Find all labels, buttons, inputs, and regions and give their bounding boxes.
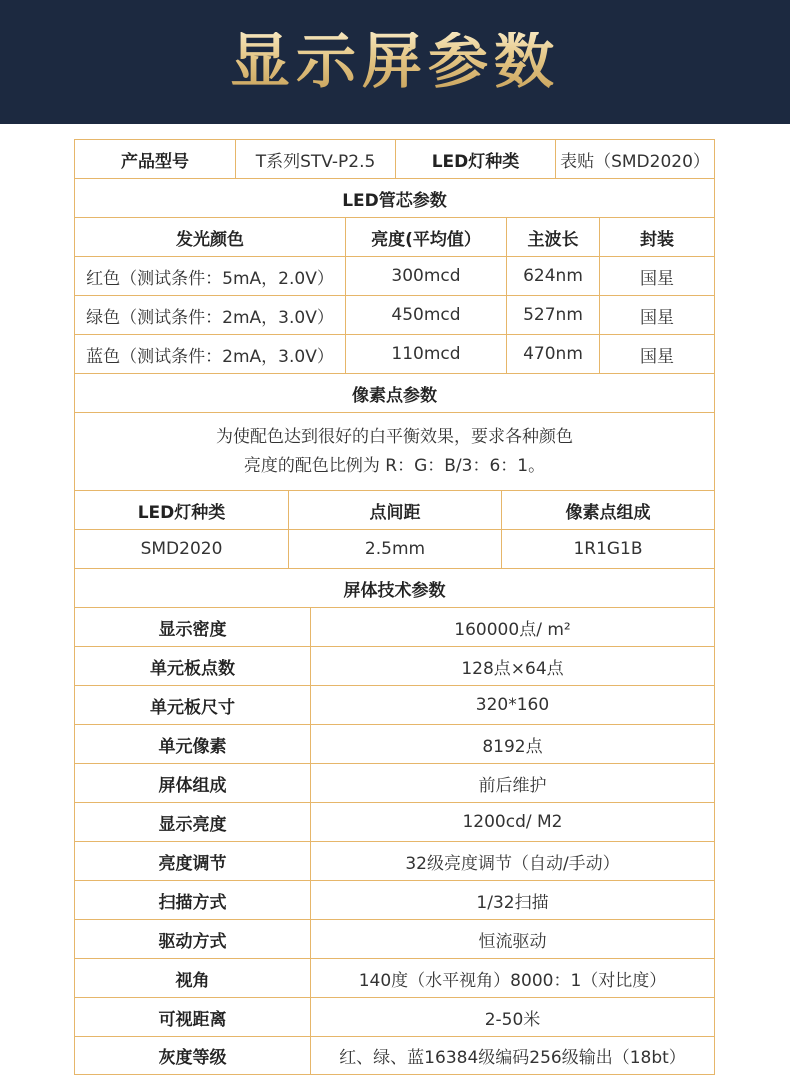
table-cell: 624nm	[507, 257, 600, 295]
spec-row	[75, 764, 714, 803]
spec-value: 1200cd/ M2	[462, 812, 563, 832]
table-cell: 红色（测试条件：5mA，2.0V）	[75, 257, 346, 295]
pixel-note-row	[75, 413, 714, 491]
led-chip-section-header	[75, 179, 714, 218]
table-cell: 527nm	[507, 296, 600, 334]
spec-row	[75, 881, 714, 920]
pixel-header-row	[75, 491, 714, 530]
spec-value: 140度（水平视角）8000：1（对比度）	[358, 970, 667, 991]
title-banner	[0, 0, 790, 124]
spec-label: 单元像素	[75, 725, 311, 763]
spec-value: 160000点/ m²	[454, 619, 571, 640]
spec-table	[74, 139, 715, 1075]
spec-label: 扫描方式	[75, 881, 311, 919]
model-value: T系列STV-P2.5	[236, 140, 396, 178]
spec-row	[75, 920, 714, 959]
product-row	[75, 140, 714, 179]
section-title: 屏体技术参数	[343, 580, 446, 601]
table-cell: 300mcd	[346, 257, 507, 295]
column-header: 像素点组成	[565, 502, 651, 523]
table-cell: 国星	[640, 307, 674, 328]
column-header: 主波长	[507, 218, 600, 256]
spec-value: 32级亮度调节（自动/手动）	[405, 853, 620, 874]
column-header: 封装	[640, 229, 674, 250]
spec-row	[75, 959, 714, 998]
page-title: 显示屏参数	[230, 27, 560, 97]
column-header: LED灯种类	[75, 491, 289, 529]
column-header: 亮度(平均值）	[346, 218, 507, 256]
spec-value: 1/32扫描	[476, 892, 549, 913]
spec-label: 显示密度	[75, 608, 311, 646]
spec-row	[75, 686, 714, 725]
spec-value: 320*160	[475, 695, 550, 715]
table-cell: 470nm	[507, 335, 600, 373]
spec-label: 亮度调节	[75, 842, 311, 880]
pixel-note	[75, 413, 714, 490]
column-header: 点间距	[289, 491, 502, 529]
spec-row	[75, 1037, 714, 1074]
table-cell: 国星	[640, 268, 674, 289]
pixel-section-header	[75, 374, 714, 413]
spec-label: 单元板尺寸	[75, 686, 311, 724]
spec-row	[75, 803, 714, 842]
column-header: 发光颜色	[75, 218, 346, 256]
spec-row	[75, 647, 714, 686]
section-title: 像素点参数	[352, 385, 437, 406]
spec-row	[75, 725, 714, 764]
model-label: 产品型号	[75, 140, 236, 178]
led-chip-header-row	[75, 218, 714, 257]
table-cell: 绿色（测试条件：2mA，3.0V）	[75, 296, 346, 334]
spec-label: 显示亮度	[75, 803, 311, 841]
spec-value: 128点×64点	[461, 658, 564, 679]
spec-row	[75, 608, 714, 647]
pixel-note-line: 亮度的配色比例为 R：G：B/3：6：1。	[243, 455, 546, 476]
table-cell: 1R1G1B	[573, 539, 643, 559]
led-type-value: 表贴（SMD2020）	[560, 151, 710, 172]
spec-value: 红、绿、蓝16384级编码256级输出（18bt）	[339, 1048, 686, 1068]
table-cell: SMD2020	[75, 530, 289, 568]
table-row	[75, 335, 714, 374]
screen-section-header	[75, 569, 714, 608]
table-cell: 国星	[640, 346, 674, 367]
spec-label: 屏体组成	[75, 764, 311, 802]
table-row	[75, 257, 714, 296]
spec-value: 前后维护	[478, 775, 547, 796]
spec-label: 灰度等级	[75, 1037, 311, 1074]
spec-value: 恒流驱动	[478, 931, 547, 952]
table-cell: 450mcd	[346, 296, 507, 334]
spec-value: 8192点	[482, 736, 543, 757]
led-type-label: LED灯种类	[396, 140, 556, 178]
spec-row	[75, 842, 714, 881]
pixel-note-line: 为使配色达到很好的白平衡效果，要求各种颜色	[216, 426, 573, 447]
spec-label: 单元板点数	[75, 647, 311, 685]
spec-label: 可视距离	[75, 998, 311, 1036]
spec-label: 视角	[75, 959, 311, 997]
table-row	[75, 296, 714, 335]
spec-label: 驱动方式	[75, 920, 311, 958]
table-cell: 110mcd	[346, 335, 507, 373]
table-row	[75, 530, 714, 569]
table-cell: 蓝色（测试条件：2mA，3.0V）	[75, 335, 346, 373]
spec-row	[75, 998, 714, 1037]
table-cell: 2.5mm	[289, 530, 502, 568]
section-title: LED管芯参数	[342, 190, 447, 211]
spec-value: 2-50米	[484, 1009, 541, 1030]
